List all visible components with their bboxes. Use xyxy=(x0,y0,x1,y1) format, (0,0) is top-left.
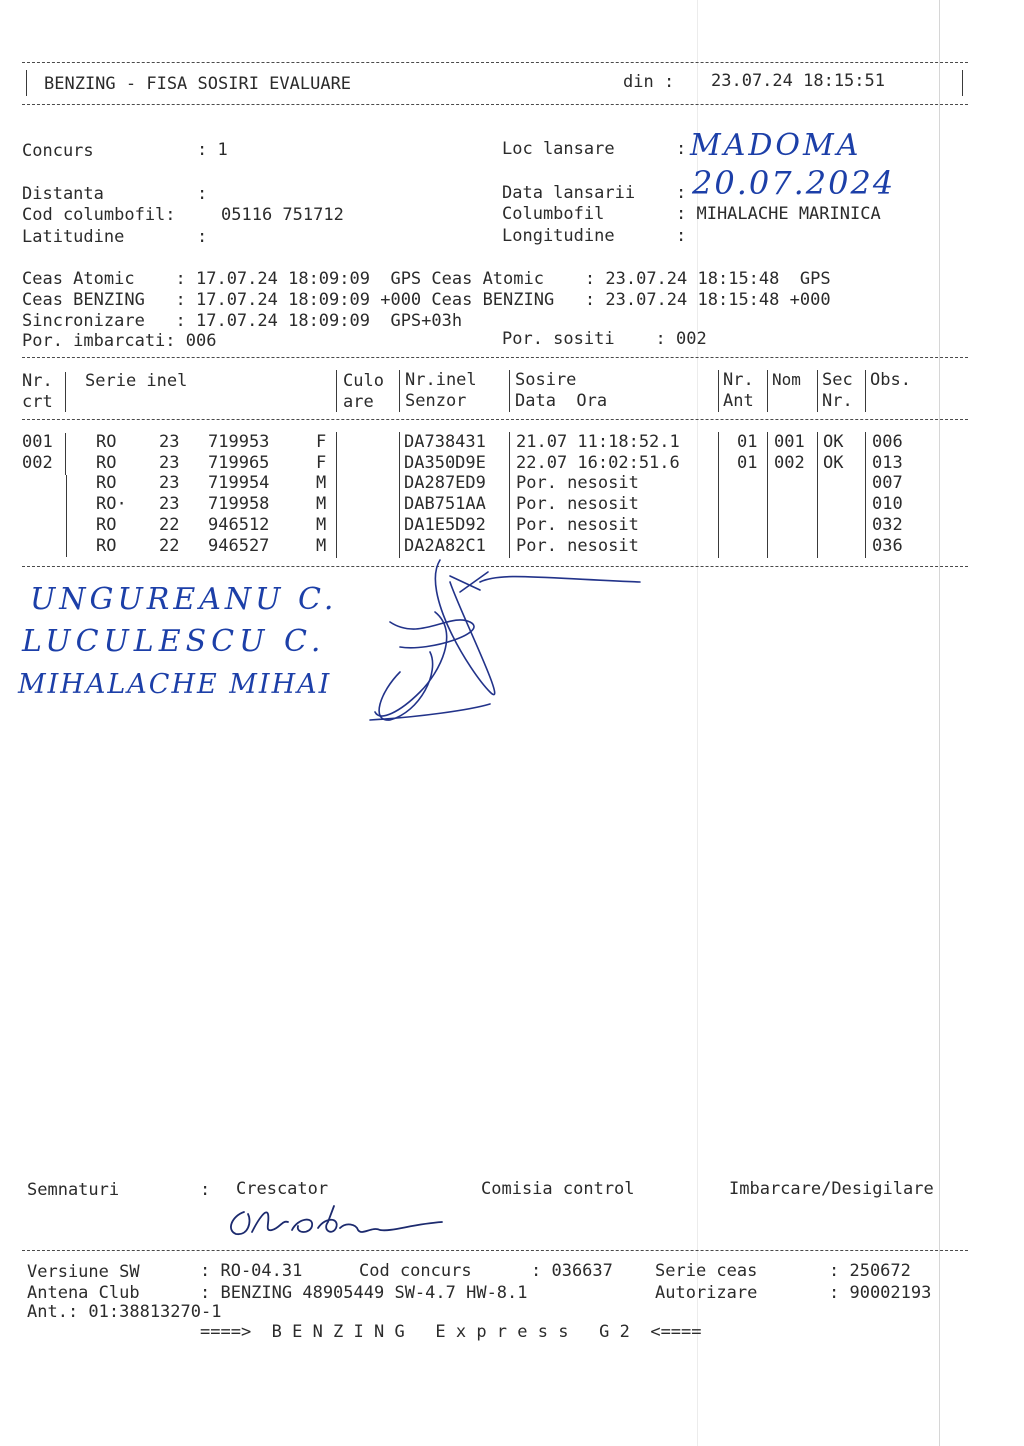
signatures-label: Semnaturi xyxy=(27,1180,120,1200)
clock-line-sync: Sincronizare : 17.07.24 18:09:09 GPS+03h xyxy=(22,311,463,331)
column-divider xyxy=(66,475,67,557)
handwritten-name-1: UNGUREANU C. xyxy=(30,582,338,617)
cell-nom: 001 xyxy=(774,432,805,452)
concurs-label: Concurs xyxy=(22,141,94,161)
separator-line xyxy=(22,419,968,420)
separator-line xyxy=(22,104,968,105)
cell-sensor: DA287ED9 xyxy=(404,473,486,494)
cell-country: RO xyxy=(96,514,117,535)
column-divider xyxy=(767,370,768,412)
cell-obs: 010 xyxy=(872,494,903,515)
cell-country: RO xyxy=(96,473,117,494)
cell-country: RO· xyxy=(96,494,127,515)
cell-arrival: 22.07 16:02:51.6 xyxy=(516,452,680,473)
column-divider xyxy=(509,432,510,558)
col-header-secnr: Nr. xyxy=(822,391,853,411)
cell-crt: 002 xyxy=(22,452,53,473)
col-header-obs: Obs. xyxy=(870,370,911,390)
cell-sensor: DA2A82C1 xyxy=(404,535,486,556)
antena-label: Antena Club xyxy=(27,1283,140,1303)
versiune-label: Versiune SW xyxy=(27,1262,140,1282)
cell-arrival: Por. nesosit xyxy=(516,535,639,556)
cell-year: 23 xyxy=(159,432,180,452)
loc-lansare-label: Loc lansare xyxy=(502,139,615,159)
document-title: BENZING - FISA SOSIRI EVALUARE xyxy=(44,74,352,94)
cell-arrival: Por. nesosit xyxy=(516,473,639,494)
cell-year: 23 xyxy=(159,494,180,515)
header-border-left xyxy=(26,70,27,96)
column-divider xyxy=(509,370,510,412)
cell-sensor: DA350D9E xyxy=(404,452,486,473)
column-divider xyxy=(718,432,719,558)
print-datetime: 23.07.24 18:15:51 xyxy=(711,71,885,91)
antenna-id: Ant.: 01:38813270-1 xyxy=(27,1302,222,1322)
clock-line-benzing: Ceas BENZING : 17.07.24 18:09:09 +000 Ceas BENZING : 23.07.24 18:15:48 +000 xyxy=(22,290,831,310)
cell-obs: 007 xyxy=(872,473,903,494)
antena-value: : BENZING 48905449 SW-4.7 HW-8.1 xyxy=(200,1283,528,1303)
pigeons-basketed: Por. imbarcati: 006 xyxy=(22,331,217,351)
column-divider xyxy=(865,370,866,412)
crescator-signature xyxy=(222,1200,452,1245)
col-header-ant: Ant xyxy=(723,391,754,411)
column-divider xyxy=(817,370,818,412)
cell-country: RO xyxy=(96,535,117,556)
cod-concurs-value: : 036637 xyxy=(531,1261,613,1281)
signature-imbarcare-label: Imbarcare/Desigilare xyxy=(729,1179,934,1199)
cell-year: 23 xyxy=(159,452,180,473)
cell-arrival: 21.07 11:18:52.1 xyxy=(516,432,680,452)
cell-crt: 001 xyxy=(22,432,53,452)
column-divider xyxy=(718,370,719,412)
data-lansarii-sep: : xyxy=(676,183,687,203)
cell-antenna: 01 xyxy=(737,452,758,473)
date-label: din : xyxy=(623,72,675,92)
column-divider xyxy=(767,432,768,558)
cell-sensor: DAB751AA xyxy=(404,494,486,515)
latitudine-sep: : xyxy=(197,227,208,247)
signature-comisia-label: Comisia control xyxy=(481,1179,635,1199)
longitudine-label: Longitudine xyxy=(502,226,615,246)
cell-sex: M xyxy=(316,494,327,515)
pigeons-arrived: Por. sositi : 002 xyxy=(502,329,707,349)
longitudine-sep: : xyxy=(676,226,687,246)
col-header-nom: Nom xyxy=(772,370,801,389)
column-divider xyxy=(399,432,400,558)
columbofil-label: Columbofil xyxy=(502,204,605,224)
serie-ceas-value: : 250672 xyxy=(829,1261,911,1281)
col-header-crt: crt xyxy=(22,392,53,412)
separator-line xyxy=(22,1250,968,1251)
column-divider xyxy=(817,432,818,558)
cell-sec: OK xyxy=(823,452,844,473)
cell-year: 22 xyxy=(159,535,180,556)
serie-ceas-label: Serie ceas xyxy=(655,1261,758,1281)
cell-obs: 036 xyxy=(872,535,903,556)
col-header-senzor: Senzor xyxy=(405,391,467,411)
commission-signature xyxy=(360,552,650,732)
autorizare-label: Autorizare xyxy=(655,1283,758,1303)
cell-antenna: 01 xyxy=(737,432,758,452)
header-border-right xyxy=(962,70,963,96)
cell-ring-number: 946527 xyxy=(208,535,270,556)
paper-fold-line xyxy=(939,0,940,1446)
col-header-culo: Culo xyxy=(343,371,384,391)
column-divider xyxy=(399,370,400,412)
column-divider xyxy=(865,432,866,558)
cell-arrival: Por. nesosit xyxy=(516,514,639,535)
col-header-nrant: Nr. xyxy=(723,370,754,390)
cell-ring-number: 719954 xyxy=(208,473,270,494)
signatures-sep: : xyxy=(200,1180,211,1200)
clock-line-atomic: Ceas Atomic : 17.07.24 18:09:09 GPS Ceas Atomic : 23.07.24 18:15:48 GPS xyxy=(22,269,831,289)
concurs-value: : 1 xyxy=(197,140,228,160)
cell-country: RO xyxy=(96,452,117,473)
cell-ring-number: 719965 xyxy=(208,452,270,473)
distanta-sep: : xyxy=(197,184,208,204)
col-header-nr: Nr. xyxy=(22,371,53,391)
cell-obs: 032 xyxy=(872,514,903,535)
cell-country: RO xyxy=(96,432,117,452)
data-lansarii-label: Data lansarii xyxy=(502,183,636,203)
cell-sex: F xyxy=(316,432,327,452)
col-header-sosire: Sosire xyxy=(515,370,577,390)
benzing-banner: ====> B E N Z I N G E x p r e s s G 2 <==== xyxy=(200,1322,702,1342)
col-header-dataora: Data Ora xyxy=(515,391,608,411)
latitudine-label: Latitudine xyxy=(22,227,125,247)
cell-nom: 002 xyxy=(774,452,805,473)
distanta-label: Distanta xyxy=(22,184,104,204)
cell-year: 22 xyxy=(159,514,180,535)
cell-ring-number: 719958 xyxy=(208,494,270,515)
cell-sensor: DA1E5D92 xyxy=(404,514,486,535)
column-divider xyxy=(336,432,337,558)
cell-sex: F xyxy=(316,452,327,473)
data-lansarii-handwritten: 20.07.2024 xyxy=(692,164,896,202)
cod-columbofil-label: Cod columbofil: xyxy=(22,205,176,225)
cod-concurs-label: Cod concurs xyxy=(359,1261,472,1281)
column-divider xyxy=(336,370,337,412)
column-divider xyxy=(65,433,66,475)
cell-year: 23 xyxy=(159,473,180,494)
col-header-serie: Serie inel xyxy=(85,371,188,391)
cell-ring-number: 719953 xyxy=(208,432,270,452)
loc-lansare-sep: : xyxy=(676,139,687,159)
cell-sex: M xyxy=(316,473,327,494)
cell-sex: M xyxy=(316,514,327,535)
cod-columbofil-value: 05116 751712 xyxy=(221,205,344,225)
cell-obs: 013 xyxy=(872,452,903,473)
cell-sex: M xyxy=(316,535,327,556)
cell-sensor: DA738431 xyxy=(404,432,486,452)
cell-arrival: Por. nesosit xyxy=(516,494,639,515)
separator-line xyxy=(22,62,968,63)
cell-ring-number: 946512 xyxy=(208,514,270,535)
autorizare-value: : 90002193 xyxy=(829,1283,932,1303)
col-header-are: are xyxy=(343,392,374,412)
handwritten-name-3: MIHALACHE MIHAI xyxy=(18,669,332,700)
cell-obs: 006 xyxy=(872,432,903,452)
column-divider xyxy=(65,372,66,412)
handwritten-name-2: LUCULESCU C. xyxy=(22,624,326,659)
cell-sec: OK xyxy=(823,432,844,452)
versiune-value: : RO-04.31 xyxy=(200,1261,303,1281)
loc-lansare-handwritten: MADOMA xyxy=(690,128,862,163)
columbofil-value: : MIHALACHE MARINICA xyxy=(676,204,881,224)
col-header-nrinel: Nr.inel xyxy=(405,370,477,390)
signature-crescator-label: Crescator xyxy=(236,1179,329,1199)
separator-line xyxy=(22,357,968,358)
col-header-sec: Sec xyxy=(822,370,853,390)
